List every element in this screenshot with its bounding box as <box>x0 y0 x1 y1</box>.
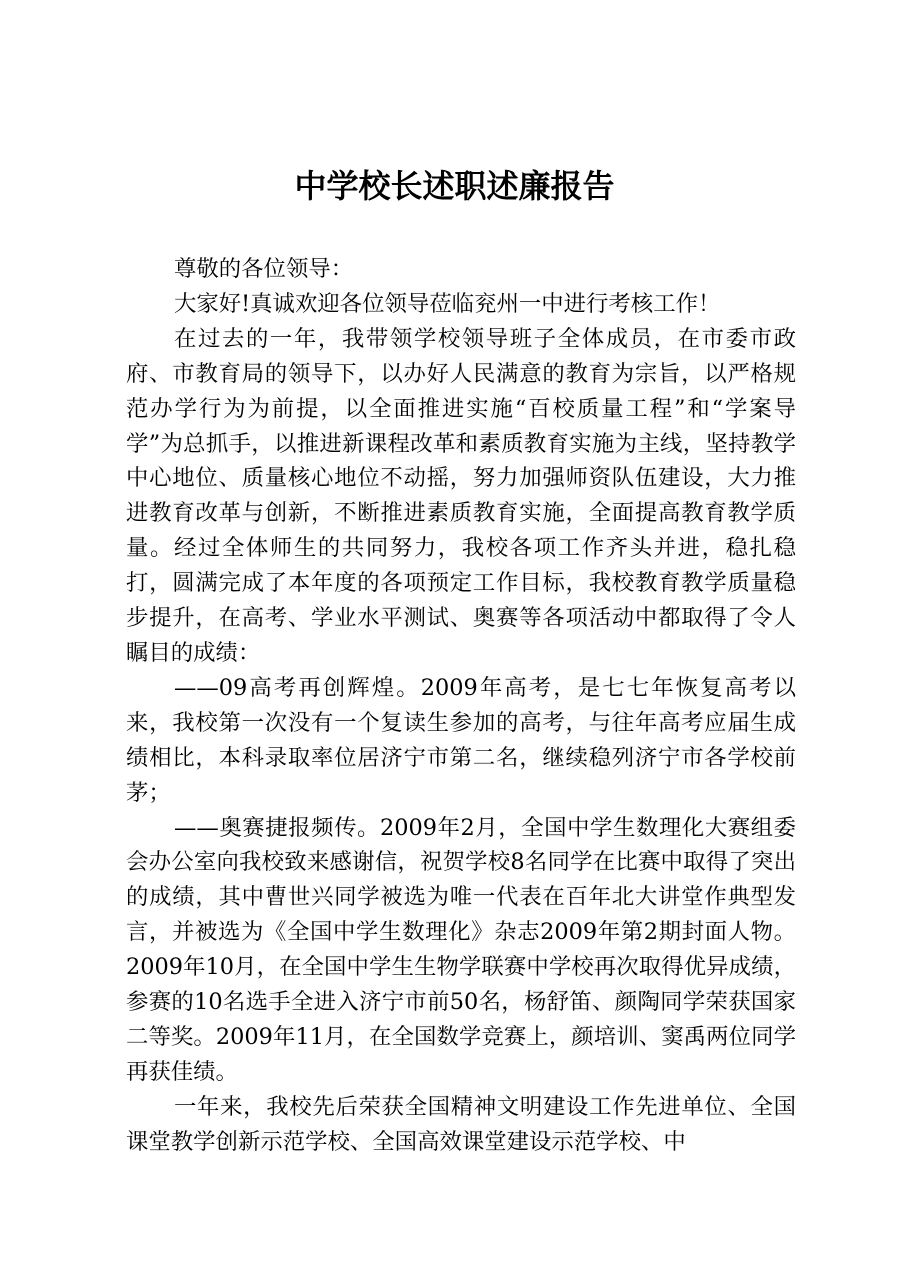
salutation: 尊敬的各位领导： <box>174 256 354 282</box>
intro-paragraph: 在过去的一年，我带领学校领导班子全体成员，在市委市政府、市教育局的领导下，以办好人民满意的教育为宗旨，以严格规范办学行为为前提，以全面推进实施“百校质量工程”和“学案导学”为总抓手，以推进新课程改革和素质教育实施为主线，坚持教学中心地位、质量核心地位不动摇，努力加强师资队伍建设，大力推进教育改革与创新，不断推进素质教育实施，全面提高教育教学质量。经过全体师生的共同努力，我校各项工作齐头并进，稳扎稳打，圆满完成了本年度的各项预定工作目标，我校教育教学质量稳步提升，在高考、学业水平测试、奥赛等各项活动中都取得了令人瞩目的成绩： <box>126 325 796 666</box>
document-title: 中学校长述职述廉报告 <box>294 167 615 205</box>
document-body <box>126 252 796 1160</box>
honors-paragraph: 一年来，我校先后荣获全国精神文明建设工作先进单位、全国课堂教学创新示范学校、全国高效课堂建设示范学校、中 <box>126 1093 796 1155</box>
greeting-paragraph: 大家好!真诚欢迎各位领导莅临兖州一中进行考核工作！ <box>174 290 721 317</box>
olympiad-paragraph: ——奥赛捷报频传。2009年2月，全国中学生数理化大赛组委会办公室向我校致来感谢信，祝贺学校8名同学在比赛中取得了突出的成绩，其中曹世兴同学被选为唯一代表在百年北大讲堂作典型发言，并被选为《全国中学生数理化》杂志2009年第2期封面人物。2009年10月，在全国中学生生物学联赛中学校再次取得优异成绩，参赛的10名选手全进入济宁市前50名，杨舒笛、颜陶同学荣获国家二等奖。2009年11月，在全国数学竞赛上，颜培训、窦禹两位同学再获佳绩。 <box>126 814 796 1085</box>
gaokao-paragraph: ——09高考再创辉煌。2009年高考，是七七年恢复高考以来，我校第一次没有一个复读生参加的高考，与往年高考应届生成绩相比，本科录取率位居济宁市第二名，继续稳列济宁市各学校前茅； <box>126 674 796 806</box>
